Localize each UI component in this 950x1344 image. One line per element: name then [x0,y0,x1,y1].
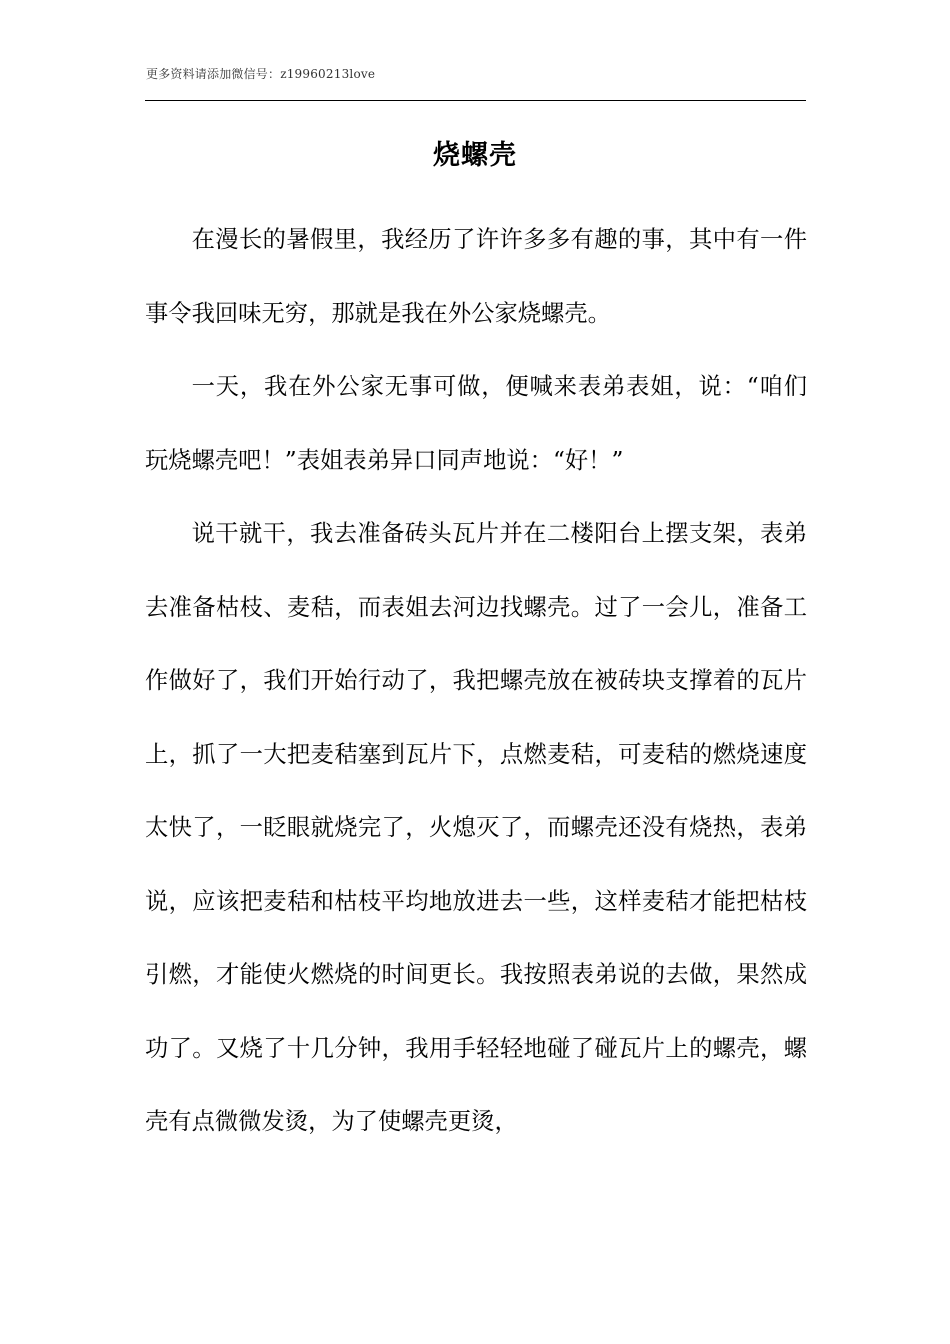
paragraph: 在漫长的暑假里，我经历了许许多多有趣的事，其中有一件事令我回味无穷，那就是我在外公家烧螺壳。 [145,226,807,327]
header-note: 更多资料请添加微信号：z19960213love [146,67,376,81]
document-title: 烧螺壳 [433,140,517,171]
paragraph: 说干就干，我去准备砖头瓦片并在二楼阳台上摆支架，表弟去准备枯枝、麦秸，而表姐去河边找螺壳。过了一会儿，准备工作做好了，我们开始行动了，我把螺壳放在被砖块支撑着的瓦片上，抓了一大把麦秸塞到瓦片下，点燃麦秸，可麦秸的燃烧速度太快了，一眨眼就烧完了，火熄灭了，而螺壳还没有烧热，表弟说，应该把麦秸和枯枝平均地放进去一些，这样麦秸才能把枯枝引燃，才能使火燃烧的时间更长。我按照表弟说的去做，果然成功了。又烧了十几分钟，我用手轻轻地碰了碰瓦片上的螺壳，螺壳有点微微发烫，为了使螺壳更烫， [145,520,807,1135]
document-body [145,203,807,1159]
paragraph: 一天，我在外公家无事可做，便喊来表弟表姐，说：“咱们玩烧螺壳吧！”表姐表弟异口同声地说：“好！” [145,373,807,474]
header-divider [145,100,806,101]
